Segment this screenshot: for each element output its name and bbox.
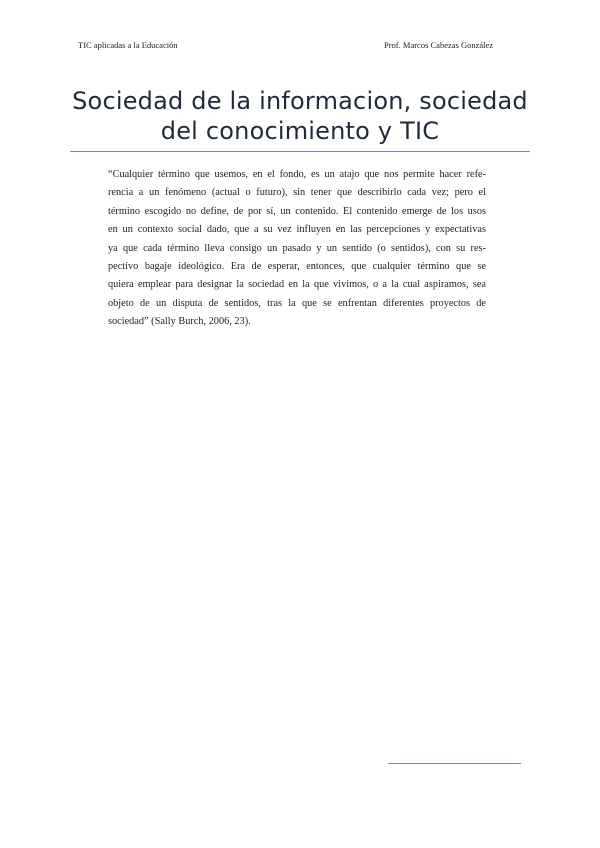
quote-line: sociedad” (Sally Burch, 2006, 23). — [108, 316, 251, 328]
quote-paragraph — [108, 166, 486, 332]
page-title-line-1: Sociedad de la informacion, sociedad — [72, 87, 528, 115]
page-title-line-2: del conocimiento y TIC — [160, 117, 440, 145]
header-author: Prof. Marcos Cabezas González — [384, 40, 494, 50]
header-course-title: TIC aplicadas a la Educación — [78, 40, 178, 50]
quote-line: término escogido no define, de por sí, un contenido. El contenido emerge de los usos — [108, 205, 486, 217]
quote-line: quiera emplear para designar la sociedad en la que vivimos, o a la cual aspiramos, sea — [108, 279, 486, 291]
quote-line: en un contexto social dado, que a su vez influyen en las percepciones y expectativas — [108, 224, 486, 236]
quote-line: “Cualquier término que usemos, en el fondo, es un atajo que nos permite hacer refe- — [108, 169, 486, 180]
title-underline-divider — [70, 151, 530, 152]
quote-line: pectivo bagaje ideológico. Era de esperar, entonces, que cualquier término que se — [108, 261, 486, 273]
page-title — [70, 86, 530, 146]
quote-line: ya que cada término lleva consigo un pasado y un sentido (o sentidos), con su res- — [108, 242, 486, 254]
quote-line: objeto de un disputa de sentidos, tras la que se enfrentan diferentes proyectos de — [108, 297, 486, 309]
footnote-separator — [388, 763, 521, 764]
quote-line: rencia a un fenómeno (actual o futuro), sin tener que describirlo cada vez; pero el — [108, 187, 486, 199]
